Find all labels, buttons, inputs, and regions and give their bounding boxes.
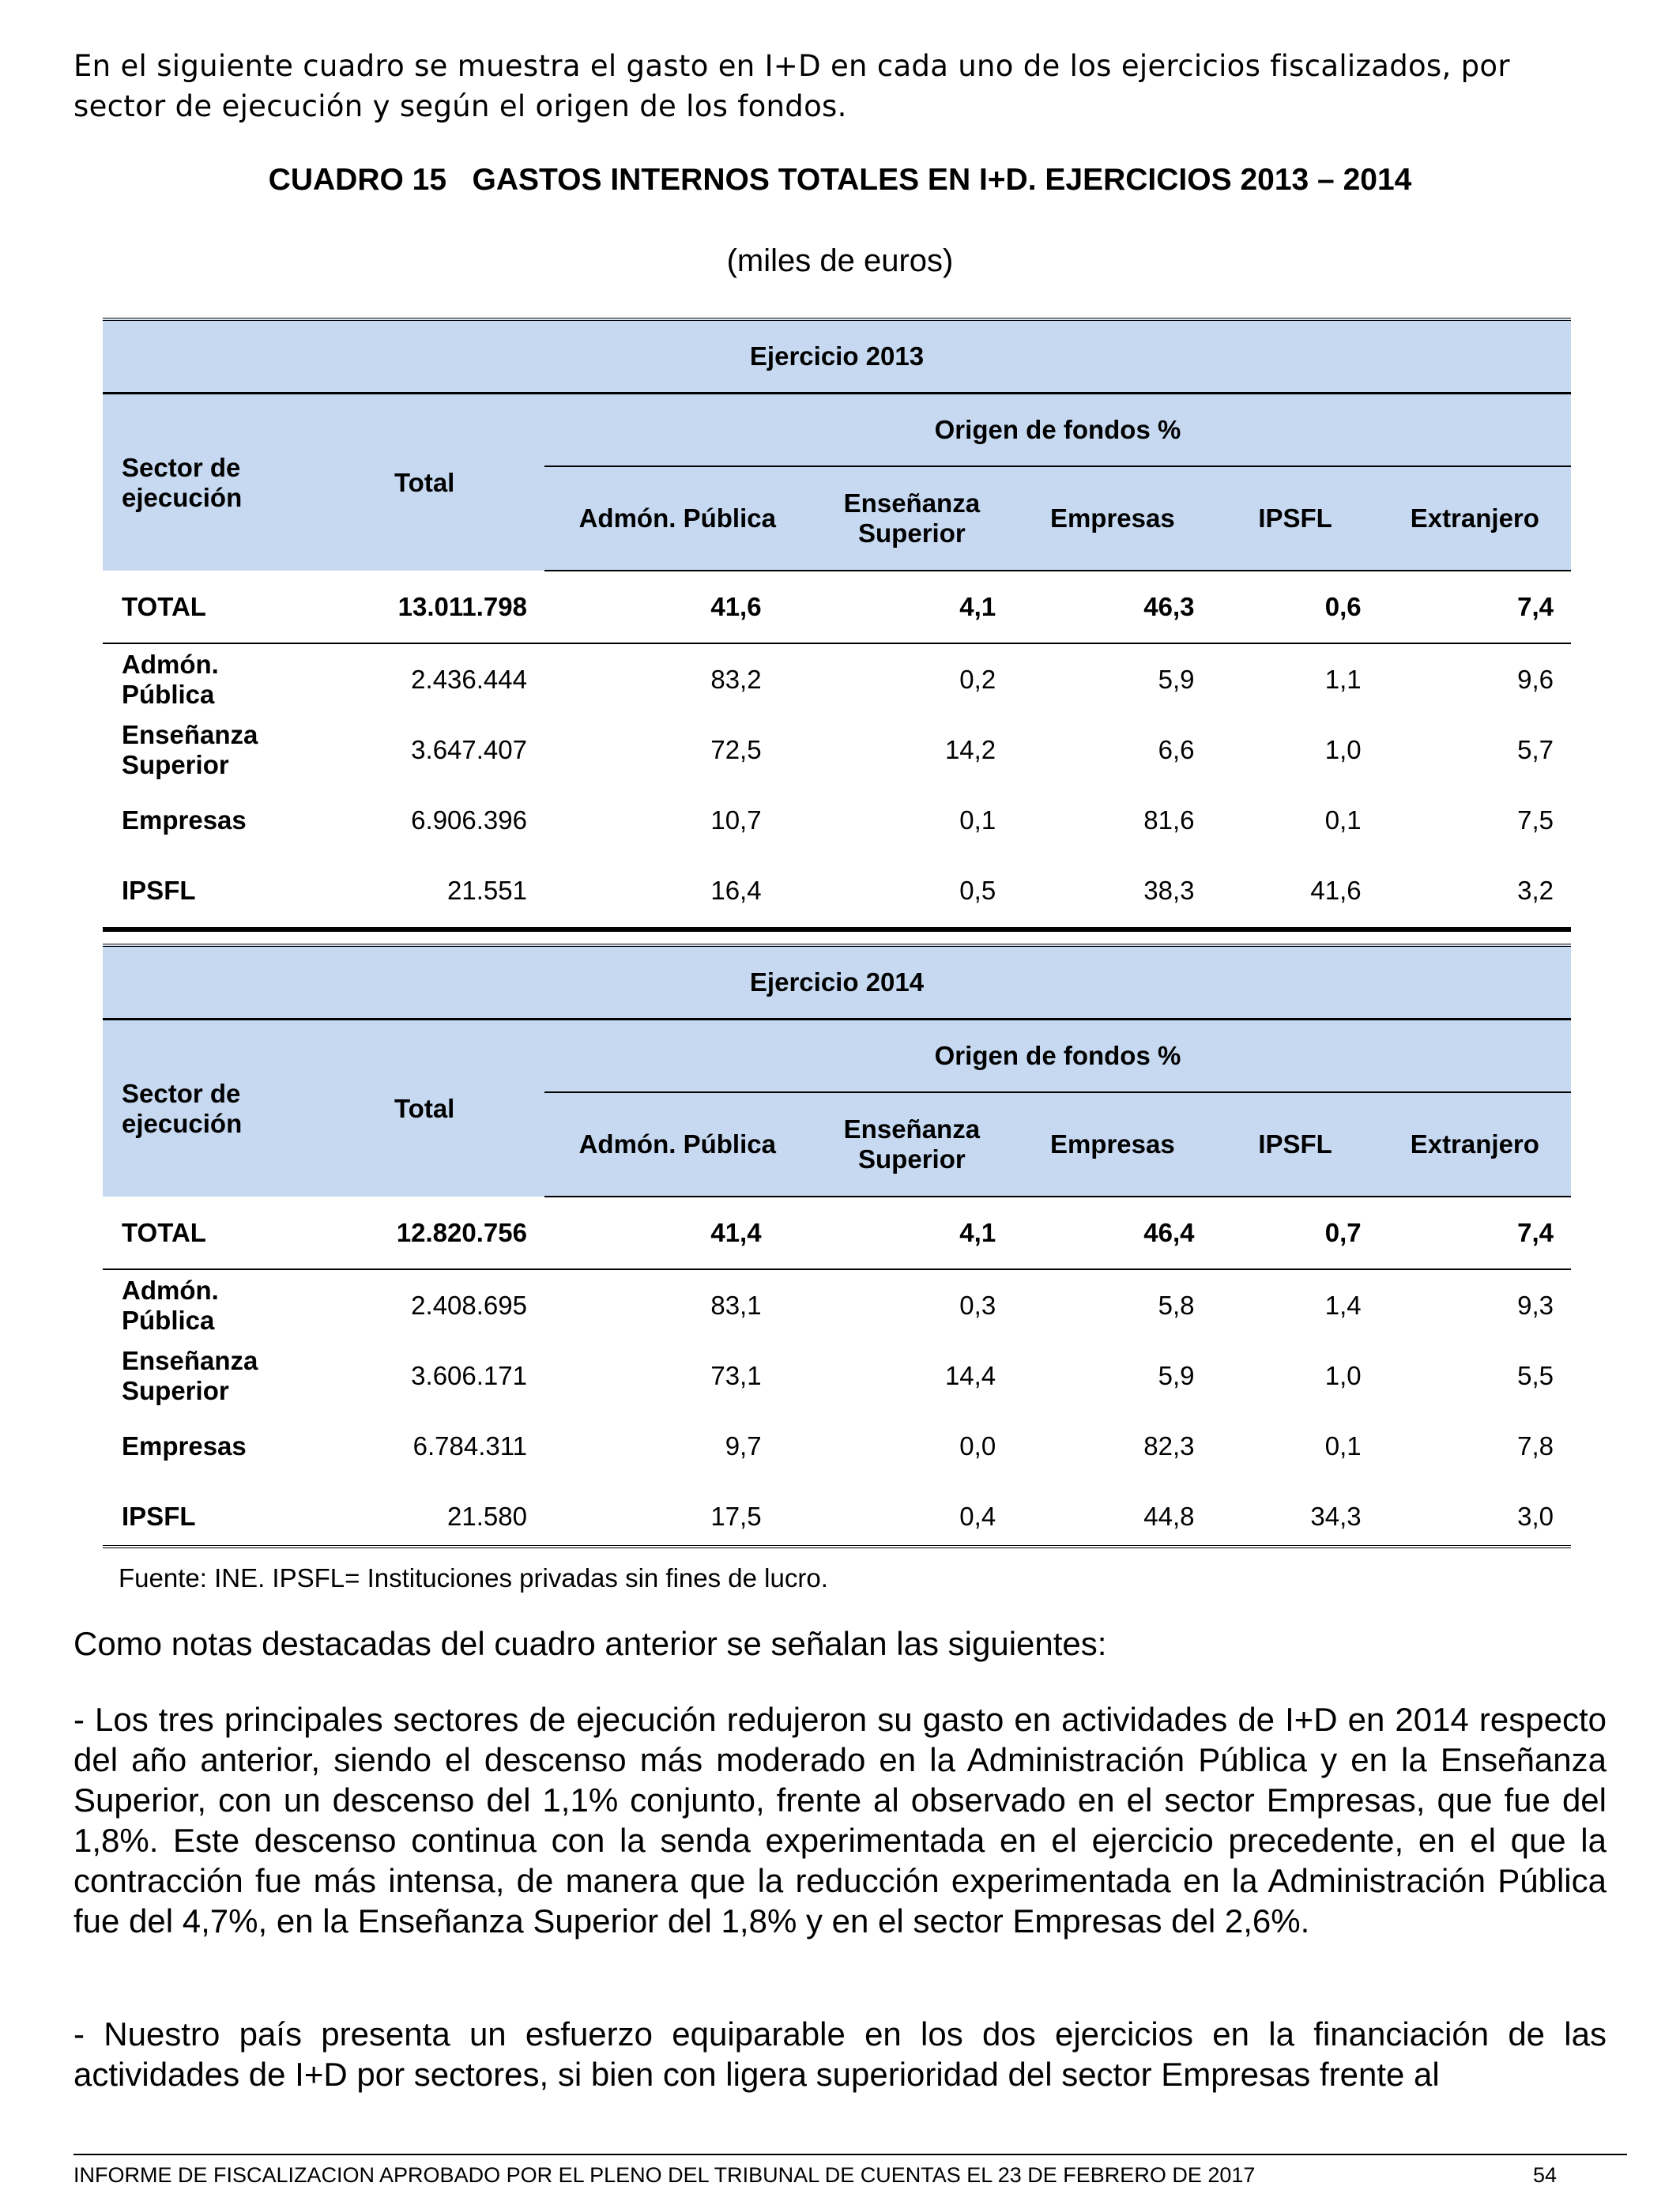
cell: 6,6 — [1158, 734, 1195, 764]
cell: 0,2 — [959, 664, 996, 694]
cell: 73,1 — [710, 1360, 762, 1390]
table-title: CUADRO 15 GASTOS INTERNOS TOTALES EN I+D. EJERCICIOS 2013 – 2014 — [268, 163, 1412, 197]
notes-heading: Como notas destacadas del cuadro anterior se señalan las siguientes: — [73, 1625, 1107, 1662]
cell: 3,0 — [1517, 1501, 1554, 1531]
cell: 41,4 — [544, 1197, 779, 1269]
cell: 5,9 — [1158, 664, 1195, 694]
cell: 0,1 — [1324, 1431, 1362, 1461]
cell: 0,3 — [959, 1290, 996, 1320]
cell: 38,3 — [1143, 875, 1195, 905]
cell: 0,0 — [959, 1431, 996, 1461]
cell: Enseñanza Superior — [122, 719, 258, 779]
header-ext: Extranjero — [1379, 1092, 1571, 1197]
header-ipsfl: IPSFL — [1212, 1092, 1379, 1197]
table-row — [103, 785, 1571, 855]
cell: 34,3 — [1310, 1501, 1362, 1531]
cell: 2.436.444 — [411, 664, 527, 694]
cell: 5,8 — [1158, 1290, 1195, 1320]
cell: 5,9 — [1158, 1360, 1195, 1390]
page-number: 54 — [1533, 2163, 1558, 2187]
source-note: Fuente: INE. IPSFL= Instituciones privadas sin fines de lucro. — [119, 1563, 828, 1593]
table-row — [103, 714, 1571, 785]
cell: 81,6 — [1143, 805, 1195, 835]
cell: 14,2 — [944, 734, 996, 764]
cell: 41,6 — [1310, 875, 1362, 905]
cell: 7,8 — [1517, 1431, 1554, 1461]
cell: 9,7 — [725, 1431, 762, 1461]
header-emp: Empresas — [1013, 466, 1211, 571]
table-separator — [103, 927, 1571, 932]
cell: 6.906.396 — [411, 805, 527, 835]
cell: 5,7 — [1517, 734, 1554, 764]
cell: 83,1 — [710, 1290, 762, 1320]
cell: 12.820.756 — [304, 1197, 544, 1269]
cell: 41,6 — [544, 571, 779, 643]
cell: 0,7 — [1212, 1197, 1379, 1269]
table-row-total — [103, 571, 1571, 643]
header-origen: Origen de fondos % — [544, 394, 1571, 467]
header-total: Total — [304, 394, 544, 571]
header-ext: Extranjero — [1379, 466, 1571, 571]
cell: 4,1 — [779, 1197, 1014, 1269]
header-admon: Admón. Pública — [544, 1092, 779, 1197]
header-sector: Sector de ejecución — [103, 394, 304, 571]
table-row — [103, 1340, 1571, 1411]
cell: 72,5 — [710, 734, 762, 764]
footer-rule — [73, 2154, 1627, 2155]
table-2013 — [103, 318, 1571, 925]
cell: 14,4 — [944, 1360, 996, 1390]
header-ipsfl: IPSFL — [1212, 466, 1379, 571]
cell: 46,3 — [1013, 571, 1211, 643]
table-row — [103, 1269, 1571, 1340]
cell: 9,3 — [1517, 1290, 1554, 1320]
table-row — [103, 855, 1571, 925]
cell: 46,4 — [1013, 1197, 1211, 1269]
cell: 44,8 — [1143, 1501, 1195, 1531]
cell: 1,0 — [1324, 734, 1362, 764]
table-2014 — [103, 944, 1571, 1551]
cell: 0,1 — [959, 805, 996, 835]
cell: 1,4 — [1324, 1290, 1362, 1320]
cell: 3,2 — [1517, 875, 1554, 905]
cell: 21.551 — [447, 875, 527, 905]
header-sector: Sector de ejecución — [103, 1020, 304, 1197]
cell: Enseñanza Superior — [122, 1345, 258, 1405]
cell: 9,6 — [1517, 664, 1554, 694]
cell: 5,5 — [1517, 1360, 1554, 1390]
cell: 6.784.311 — [412, 1431, 527, 1461]
band-2013: Ejercicio 2013 — [103, 319, 1571, 394]
header-ens: Enseñanza Superior — [779, 1092, 1014, 1197]
paragraph-1: - Los tres principales sectores de ejecución redujeron su gasto en actividades de I+D en 2014 respecto del año anterior, siendo el descenso más moderado en la Administración Pública y en la Enseñanza Superior, con un descenso del 1,1% conjunto, frente al observado en el sector Empresas, que fue del 1,8%. Este descenso continua con la senda experimentada en el ejercicio precedente, en el que la contracción fue más intensa, de manera que la reducción experimentada en la Administración Pública fue del 4,7%, en la Enseñanza Superior del 1,8% y en el sector Empresas del 2,6%. — [73, 1701, 1607, 1940]
cell: 7,5 — [1517, 805, 1554, 835]
header-total: Total — [304, 1020, 544, 1197]
cell: 7,4 — [1379, 1197, 1571, 1269]
cell: 0,5 — [959, 875, 996, 905]
header-emp: Empresas — [1013, 1092, 1211, 1197]
cell: Admón. Pública — [122, 649, 219, 709]
cell: IPSFL — [122, 875, 196, 905]
header-ens: Enseñanza Superior — [779, 466, 1014, 571]
cell: 21.580 — [447, 1501, 527, 1531]
cell: 10,7 — [710, 805, 762, 835]
table-row — [103, 643, 1571, 714]
cell: Admón. Pública — [122, 1275, 219, 1335]
table-end-rule — [103, 1545, 1571, 1548]
cell: 16,4 — [710, 875, 762, 905]
footer-text: INFORME DE FISCALIZACION APROBADO POR EL PLENO DEL TRIBUNAL DE CUENTAS EL 23 DE FEBRERO DE 2017 — [73, 2163, 1256, 2187]
cell: 0,4 — [959, 1501, 996, 1531]
cell: 82,3 — [1143, 1431, 1195, 1461]
cell: 1,1 — [1324, 664, 1362, 694]
cell: 1,0 — [1324, 1360, 1362, 1390]
band-2014: Ejercicio 2014 — [103, 945, 1571, 1020]
cell: 13.011.798 — [304, 571, 544, 643]
cell: 4,1 — [779, 571, 1014, 643]
cell: Empresas — [122, 805, 247, 835]
cell: 3.606.171 — [411, 1360, 527, 1390]
intro-paragraph: En el siguiente cuadro se muestra el gasto en I+D en cada uno de los ejercicios fiscalizados, por sector de ejecución y según el origen de los fondos. — [73, 49, 1510, 123]
paragraph-2: - Nuestro país presenta un esfuerzo equiparable en los dos ejercicios en la financiación de las actividades de I+D por sectores, si bien con ligera superioridad del sector Empresas frente al — [73, 2015, 1607, 2093]
header-admon: Admón. Pública — [544, 466, 779, 571]
table-subtitle: (miles de euros) — [726, 243, 954, 278]
cell: TOTAL — [103, 1197, 304, 1269]
table-row — [103, 1481, 1571, 1551]
cell: 2.408.695 — [411, 1290, 527, 1320]
cell: 0,1 — [1324, 805, 1362, 835]
cell: Empresas — [122, 1431, 247, 1461]
table-row-total — [103, 1197, 1571, 1269]
cell: 3.647.407 — [411, 734, 527, 764]
cell: IPSFL — [122, 1501, 196, 1531]
cell: 17,5 — [710, 1501, 762, 1531]
table-row — [103, 1411, 1571, 1481]
cell: 0,6 — [1212, 571, 1379, 643]
cell: 7,4 — [1379, 571, 1571, 643]
cell: TOTAL — [103, 571, 304, 643]
cell: 83,2 — [710, 664, 762, 694]
header-origen: Origen de fondos % — [544, 1020, 1571, 1093]
